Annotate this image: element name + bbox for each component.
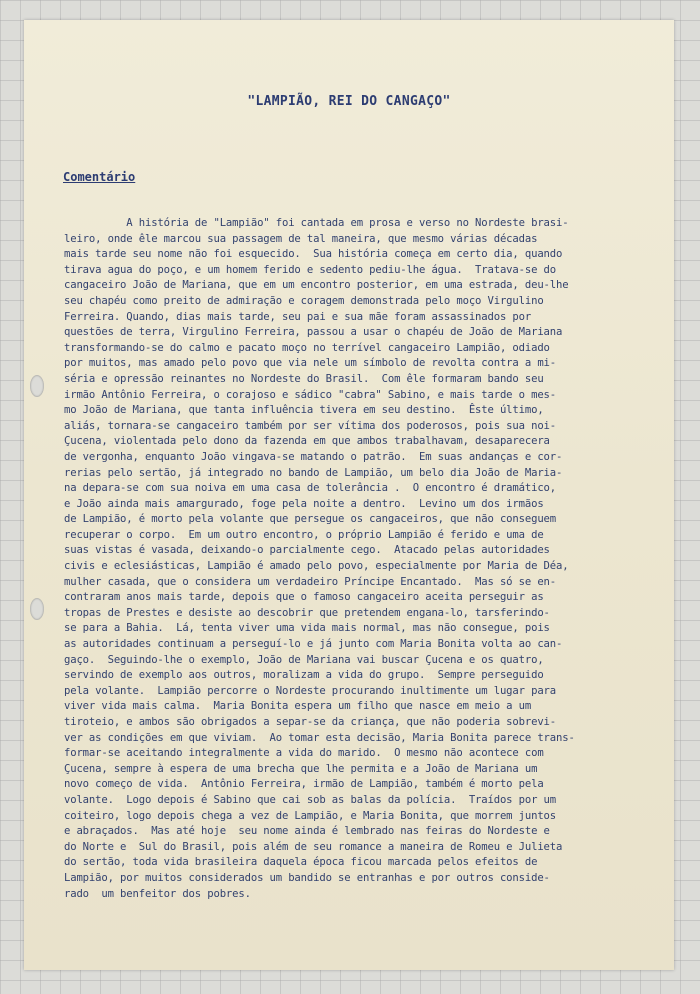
text-line: ver as condições em que viviam. Ao tomar esta decisão, Maria Bonita parece trans- [64,731,575,744]
text-line: se para a Bahia. Lá, tenta viver uma vida mais normal, mas não consegue, pois [64,622,550,635]
text-line: civis e eclesiásticas, Lampião é amado pelo povo, especialmente por Maria de Déa, [64,560,569,573]
text-line: mulher casada, que o considera um verdadeiro Príncipe Encantado. Mas só se en- [64,575,557,588]
text-line: Ferreira. Quando, dias mais tarde, seu pai e sua mãe foram assassinados por [64,310,532,323]
text-line: viver vida mais calma. Maria Bonita espera um filho que nasce em meio a um [64,700,532,713]
text-line: cangaceiro João de Mariana, que em um encontro posterior, em uma estrada, deu-lhe [64,279,569,292]
text-line: séria e opressão reinantes no Nordeste do Brasil. Com êle formaram bando seu [64,372,544,385]
text-line: transformando-se do calmo e pacato moço no terrível cangaceiro Lampião, odiado [64,341,550,354]
typewritten-page [24,20,674,970]
text-line: rado um benfeitor dos pobres. [64,887,251,900]
text-line: volante. Logo depois é Sabino que cai sob as balas da polícia. Traídos por um [64,793,557,806]
text-line: irmão Antônio Ferreira, o corajoso e sádico "cabra" Sabino, e mais tarde o mes- [64,388,557,401]
text-line: rerias pelo sertão, já integrado no bando de Lampião, um belo dia João de Maria- [64,466,563,479]
text-line: tiroteio, e ambos são obrigados a separ-se da criança, que não poderia sobrevi- [64,716,557,728]
text-line: e abraçados. Mas até hoje seu nome ainda é lembrado nas feiras do Nordeste e [64,825,550,838]
text-line: Çucena, sempre à espera de uma brecha que lhe permita e a João de Mariana um [64,762,538,775]
text-line: de vergonha, enquanto João vingava-se matando o patrão. Em suas andanças e cor- [64,450,563,463]
text-line: as autoridades continuam a perseguí-lo e já junto com Maria Bonita volta ao can- [64,638,563,651]
text-line: servindo de exemplo aos outros, moralizam a vida do grupo. Sempre perseguido [64,669,544,682]
punch-hole [30,598,44,620]
text-line: questões de terra, Virgulino Ferreira, passou a usar o chapéu de João de Mariana [64,326,563,339]
punch-hole [30,375,44,397]
text-line: formar-se aceitando integralmente a vida do marido. O mesmo não acontece com [64,747,544,760]
text-line: e João ainda mais amargurado, foge pela noite a dentro. Levino um dos irmãos [64,497,544,510]
text-line: seu chapéu como preito de admiração e coragem demonstrada pelo moço Virgulino [64,294,544,307]
text-line: contraram anos mais tarde, depois que o famoso cangaceiro aceita perseguir as [64,591,544,604]
text-line: recuperar o corpo. Em um outro encontro, o próprio Lampião é ferido e uma de [64,528,544,541]
text-line: na depara-se com sua noiva em uma casa de tolerância . O encontro é dramático, [64,482,557,495]
text-line: mo João de Mariana, que tanta influência tivera em seu destino. Êste último, [64,404,544,417]
text-line: leiro, onde êle marcou sua passagem de tal maneira, que mesmo várias décadas [64,232,538,245]
text-line: tropas de Prestes e desiste ao descobrir que pretendem engana-lo, tarsferindo- [64,606,550,619]
text-line: aliás, tornara-se cangaceiro também por ser vítima dos poderosos, pois sua noi- [64,419,557,432]
text-line: novo começo de vida. Antônio Ferreira, irmão de Lampião, também é morto pela [64,778,544,791]
text-line: Lampião, por muitos considerados um bandido se entranhas e por outros conside- [64,871,550,884]
text-line: pela volante. Lampião percorre o Nordeste procurando inultimente um lugar para [64,684,557,697]
text-line: Çucena, violentada pelo dono da fazenda em que ambos trabalhavam, desaparecera [64,435,550,448]
text-line: por muitos, mas amado pelo povo que via nele um símbolo de revolta contra a mi- [64,357,557,370]
text-line: A história de "Lampião" foi cantada em prosa e verso no Nordeste brasi- [64,217,569,229]
text-line: do Norte e Sul do Brasil, pois além de seu romance a maneira de Romeu e Julieta [64,840,563,853]
body-text [64,216,664,902]
document-title: "LAMPIÃO, REI DO CANGAÇO" [247,94,451,109]
text-line: tirava agua do poço, e um homem ferido e sedento pediu-lhe água. Tratava-se do [64,263,557,276]
text-line: coiteiro, logo depois chega a vez de Lampião, e Maria Bonita, que morrem juntos [64,809,557,822]
text-line: suas vistas é vasada, deixando-o parcialmente cego. Atacado pelas autoridades [64,544,550,557]
text-line: gaço. Seguindo-lhe o exemplo, João de Mariana vai buscar Çucena e os quatro, [64,653,544,666]
text-line: mais tarde seu nome não foi esquecido. Sua história começa em certo dia, quando [64,248,563,261]
text-line: de Lampião, é morto pela volante que persegue os cangaceiros, que não conseguem [64,513,557,526]
section-heading: Comentário [63,170,136,184]
text-line: do sertão, toda vida brasileira daquela época ficou marcada pelos efeitos de [64,856,538,869]
